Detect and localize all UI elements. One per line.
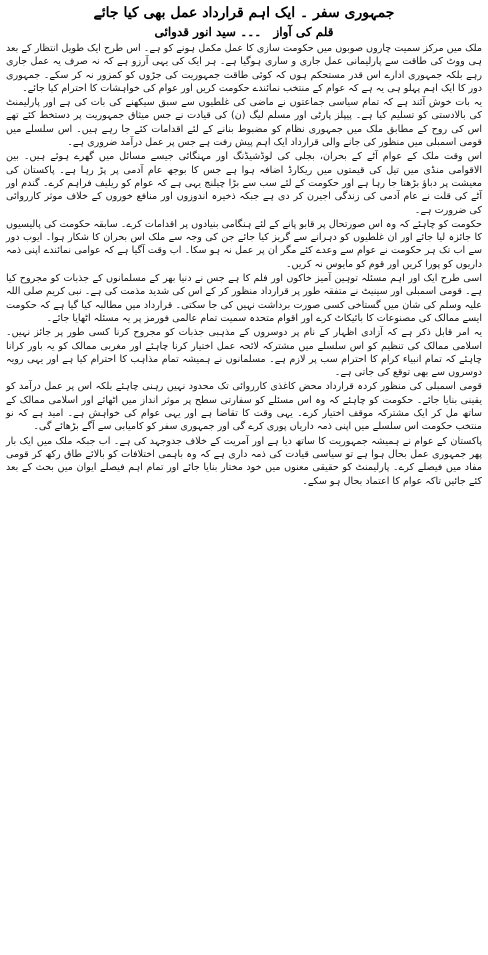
author-name: سید انور قدوائی [154, 25, 236, 39]
byline [6, 24, 482, 40]
paragraph: پاکستان کے عوام نے ہمیشہ جمہوریت کا ساتھ دیا ہے اور آمریت کے خلاف جدوجہد کی ہے۔ اب جبکہ ملک میں ایک بار پھر جمہوری عمل بحال ہوا ہے تو سیاسی قیادت کی ذمہ داری ہے کہ وہ باہمی اختلافات کو بالائے طاق رکھ کر قومی مفاد میں فیصلے کرے۔ پارلیمنٹ کو حقیقی معنوں میں خود مختار بنایا جائے اور تمام اہم فیصلے ایوان میں بحث کے بعد کئے جائیں تاکہ عوام کا اعتماد بحال ہو سکے۔ [6, 435, 482, 487]
paragraph: ملک میں مرکز سمیت چاروں صوبوں میں حکومت سازی کا عمل مکمل ہونے کو ہے۔ اس طرح ایک طویل انتظار کے بعد ہی ووٹ کی طاقت سے پارلیمانی عمل جاری و ساری ہوگیا ہے۔ ہر ایک کی یہی آرزو ہے کہ نہ صرف یہ عمل جاری رہے بلکہ جمہوری ادارے اس قدر مستحکم ہوں کہ کوئی طاقت جمہوریت کی جڑوں کو کمزور نہ کر سکے۔ جمہوری دور کا ایک اہم پہلو ہی یہ ہے کہ عوام کے منتخب نمائندے حکومت کریں اور عوام کی خواہشات کا احترام کیا جائے۔ [6, 43, 482, 94]
article-body [6, 42, 482, 488]
paragraph: حکومت کو چاہئے کہ وہ اس صورتحال پر قابو پانے کے لئے ہنگامی بنیادوں پر اقدامات کرے۔ سابقہ حکومت کی پالیسیوں کا جائزہ لیا جائے اور ان غلطیوں کو دہرانے سے گریز کیا جائے جن کی وجہ سے ملک اس بحران کا شکار ہوا۔ ایوب دور سے اب تک ہر حکومت نے عوام سے وعدے کئے مگر ان پر عمل نہ ہو سکا۔ اب وقت آگیا ہے کہ عوامی نمائندے اپنی ذمہ داریوں کو پورا کریں اور قوم کو مایوس نہ کریں۔ [6, 218, 482, 270]
headline: جمہوری سفر ۔ ایک اہم قرارداد عمل بھی کیا جائے [93, 5, 395, 21]
paragraph: یہ بات خوش آئند ہے کہ تمام سیاسی جماعتوں نے ماضی کی غلطیوں سے سبق سیکھنے کی بات کی ہے اور پارلیمنٹ کی بالادستی کو تسلیم کیا ہے۔ پیپلز پارٹی اور مسلم لیگ (ن) کی قیادت نے جس میثاق جمہوریت پر دستخط کئے تھے اس کی روح کے مطابق ملک میں جمہوری نظام کو مضبوط بنانے کے لئے اقدامات کئے جا رہے ہیں۔ اس سلسلے میں قومی اسمبلی میں منظور کی جانے والی قرارداد ایک اہم پیش رفت ہے جس پر عمل درآمد ضروری ہے۔ [6, 97, 482, 149]
paragraph: قومی اسمبلی کی منظور کردہ قرارداد محض کاغذی کارروائی تک محدود نہیں رہنی چاہئے بلکہ اس پر عمل درآمد کو یقینی بنایا جائے۔ حکومت کو چاہئے کہ وہ اس مسئلے کو سفارتی سطح پر موثر انداز میں اٹھائے اور اسلامی ممالک کے ساتھ مل کر ایک مشترکہ موقف اختیار کرے۔ یہی وقت کا تقاضا ہے اور یہی عوام کی خواہش ہے۔ امید ہے کہ نو منتخب حکومت اس سلسلے میں اپنی ذمہ داریاں پوری کرے گی اور جمہوری سفر کو کامیابی سے آگے بڑھائے گی۔ [6, 381, 482, 433]
column-name: قلم کی آواز [273, 25, 334, 39]
byline-separator: ۔۔۔ [240, 25, 262, 39]
paragraph: اسی طرح ایک اور اہم مسئلہ توہین آمیز خاکوں اور فلم کا ہے جس نے دنیا بھر کے مسلمانوں کے جذبات کو مجروح کیا ہے۔ قومی اسمبلی اور سینیٹ نے متفقہ طور پر قرارداد منظور کر کے اس کی شدید مذمت کی ہے۔ نبی کریم صلی اللہ علیہ وسلم کی شان میں گستاخی کسی صورت برداشت نہیں کی جا سکتی۔ قرارداد میں مطالبہ کیا گیا ہے کہ حکومت ایسے ممالک کی مصنوعات کا بائیکاٹ کرے اور اقوام متحدہ سمیت تمام عالمی فورمز پر یہ مسئلہ اٹھایا جائے۔ [6, 273, 482, 324]
paragraph: یہ امر قابل ذکر ہے کہ آزادی اظہار کے نام پر دوسروں کے مذہبی جذبات کو مجروح کرنا کسی طور پر جائز نہیں۔ اسلامی ممالک کی تنظیم کو اس سلسلے میں مشترکہ لائحہ عمل اختیار کرنا چاہئے اور مغربی ممالک کو یہ باور کرانا چاہئے کہ تمام انبیاء کرام کا احترام سب پر لازم ہے۔ مسلمانوں نے ہمیشہ تمام مذاہب کا احترام کیا ہے اور یہی رویہ دوسروں سے بھی توقع کی جاتی ہے۔ [6, 327, 482, 379]
paragraph: اس وقت ملک کے عوام آٹے کے بحران، بجلی کی لوڈشیڈنگ اور مہنگائی جیسے مسائل میں گھرے ہوئے ہیں۔ بین الاقوامی منڈی میں تیل کی قیمتوں میں ریکارڈ اضافہ ہوا ہے جس کا بوجھ عام آدمی پر پڑ رہا ہے۔ پاکستان کی معیشت پر دباؤ بڑھتا جا رہا ہے اور حکومت کے لئے سب سے بڑا چیلنج یہی ہے کہ عوام کو ریلیف فراہم کرے۔ گندم اور آٹے کی قلت نے عام آدمی کی زندگی اجیرن کر دی ہے جبکہ ذخیرہ اندوزوں اور منافع خوروں کے خلاف موثر کارروائی کی ضرورت ہے۔ [6, 151, 482, 216]
